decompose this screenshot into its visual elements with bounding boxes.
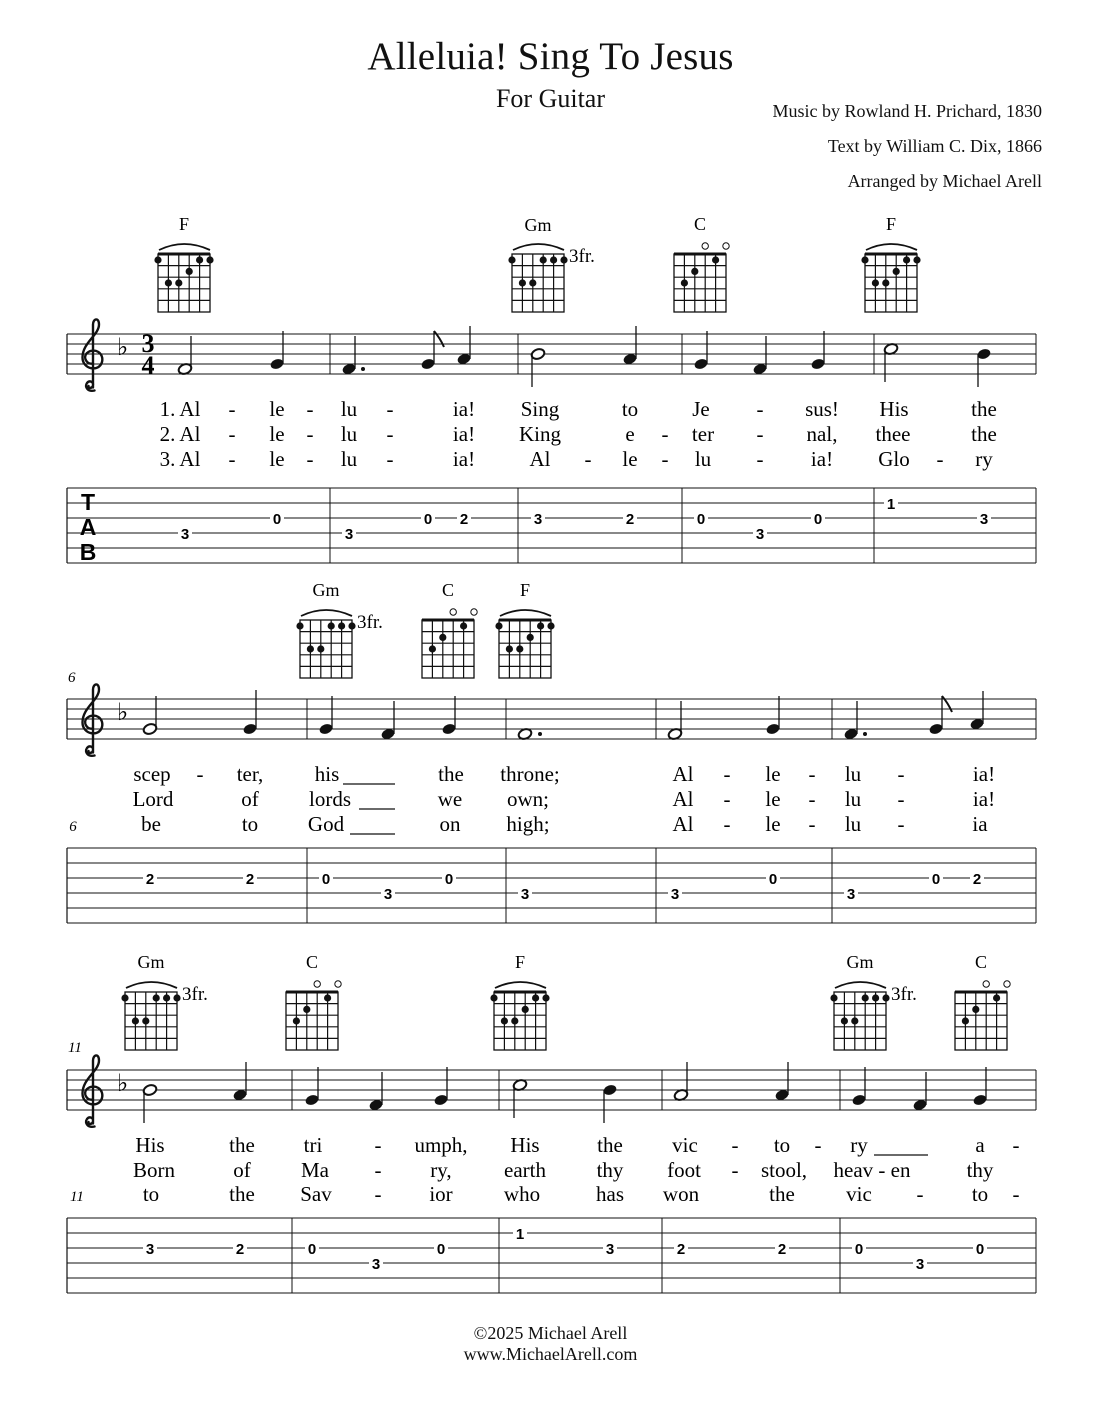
lyric-measure-number: 11 [70,1189,84,1205]
chord-diagram [861,214,920,312]
tab-number: 2 [972,871,982,888]
tab-number: 0 [768,871,778,888]
tab-label-a: A [79,514,97,540]
note [622,326,637,366]
note [420,331,444,371]
lyric-syllable: - [306,397,314,421]
fret-marker: 3fr. [357,612,383,633]
chord-name: Gm [524,215,552,235]
note [912,1072,927,1112]
lyric-syllable: - [661,447,669,471]
tab-number: 0 [307,1241,317,1258]
note [368,1072,383,1112]
note [177,336,192,376]
lyric-syllable: we [437,787,463,811]
tab-number: 3 [180,526,190,543]
chord-name: C [441,580,455,600]
lyric-syllable: - [228,397,236,421]
lyric-syllable: a [975,1133,985,1157]
lyric-syllable: tri [303,1133,323,1157]
lyric-syllable: to [142,1182,160,1206]
lyric-syllable: thy [966,1158,994,1182]
chord-diagram [495,580,554,678]
note [774,1062,789,1102]
lyric-syllable: ior [429,1182,453,1206]
lyric-syllable: the [971,397,997,421]
lyric-syllable: - [756,447,764,471]
tab-number: 2 [235,1241,245,1258]
lyric-syllable: King [519,422,561,446]
lyric-syllable: has [596,1182,624,1206]
lyric-syllable: - [374,1182,382,1206]
lyric-syllable: Glo [878,447,910,471]
lyric-syllable: umph, [414,1133,468,1157]
lyric-syllable: 3. Al [159,447,201,471]
lyric-syllable: - [1012,1182,1020,1206]
lyric-syllable: - [386,447,394,471]
lyric-syllable: foot [667,1158,701,1182]
chord-name: Gm [137,952,165,972]
lyric-syllable: Al [672,762,694,786]
fret-marker: 3fr. [569,246,595,267]
treble-clef [83,1055,103,1126]
note [441,696,456,736]
lyric-syllable: - [808,762,816,786]
chord-diagram [674,214,729,312]
tab-staff [67,488,1036,565]
note [242,690,257,736]
lyric-syllable: ia! [452,422,476,446]
lyrics [69,762,995,836]
lyric-syllable: ia! [452,447,476,471]
lyric-syllable: His [135,1133,165,1157]
note [765,696,780,736]
system-2 [67,580,1036,923]
tab-staff [67,1218,1036,1293]
fret-marker: 3fr. [891,984,917,1005]
note [883,342,898,382]
chord-diagram [154,214,213,312]
lyric-syllable: to [773,1133,791,1157]
lyric-syllable: - [306,447,314,471]
lyric-syllable: of [241,787,259,811]
fret-marker: 3fr. [182,984,208,1005]
lyric-syllable: lords [309,787,351,811]
tab-number: 3 [520,886,530,903]
chord-name: Gm [312,580,340,600]
lyric-syllable: who [503,1182,541,1206]
lyric-syllable: lu [844,787,862,811]
lyric-syllable: - [1012,1133,1020,1157]
standard-staff [67,684,1036,755]
time-signature-top: 3 [141,329,155,358]
lyric-syllable: - [661,422,669,446]
note [972,1067,987,1107]
copyright-notice: ©2025 Michael Arell [473,1323,628,1343]
lyric-syllable: earth [504,1158,546,1182]
lyric-syllable: - [731,1158,739,1182]
music-credit: Music by Rowland H. Prichard, 1830 [772,101,1042,121]
tab-number: 1 [515,1226,525,1243]
lyric-syllable: vic [672,1133,698,1157]
tab-label-t: T [80,489,96,515]
lyric-syllable: - [228,447,236,471]
lyric-syllable: - [936,447,944,471]
lyrics [70,1133,1019,1206]
note [928,696,952,736]
note [752,336,767,376]
tab-number: 3 [979,511,989,528]
lyric-syllable: le [622,447,638,471]
lyric-syllable: throne; [500,762,560,786]
lyric-syllable: Born [133,1158,175,1182]
lyric-syllable: the [229,1182,255,1206]
lyric-syllable: - [808,812,816,836]
tab-number: 2 [777,1241,787,1258]
tab-number: 2 [459,511,469,528]
lyric-syllable: the [229,1133,255,1157]
chord-name: C [693,214,707,234]
lyric-syllable: ia! [972,787,996,811]
measure-number: 11 [68,1040,82,1056]
lyric-syllable: - [916,1182,924,1206]
lyric-syllable: Sav [300,1182,332,1206]
lyric-syllable: le [269,447,285,471]
tab-number: 3 [670,886,680,903]
lyric-syllable: thy [596,1158,624,1182]
note [341,336,365,376]
lyric-syllable: Al [672,787,694,811]
tab-number: 3 [846,886,856,903]
tab-number: 3 [755,526,765,543]
lyric-syllable: ry [850,1133,868,1157]
arranger-credit: Arranged by Michael Arell [847,171,1042,191]
flat-key-signature: ♭ [117,1071,129,1097]
lyric-syllable: on [439,812,461,836]
lyric-syllable: ia! [452,397,476,421]
lyric-syllable: ia! [810,447,834,471]
chord-name: F [178,214,190,234]
lyric-syllable: - [386,397,394,421]
note [602,1083,617,1123]
lyric-syllable: e [625,422,635,446]
tab-number: 2 [625,511,635,528]
note [969,691,984,731]
lyric-syllable: - [228,422,236,446]
lyric-syllable: le [765,762,781,786]
chord-name: C [974,952,988,972]
lyric-syllable: lu [694,447,712,471]
note [318,696,333,736]
lyric-syllable: ter [691,422,715,446]
lyric-syllable: lu [844,812,862,836]
tab-number: 3 [145,1241,155,1258]
time-signature-bottom: 4 [141,351,155,380]
measure-number: 6 [68,670,76,686]
note [851,1067,866,1107]
flat-key-signature: ♭ [117,700,129,726]
lyric-syllable: to [241,812,259,836]
tab-number: 3 [344,526,354,543]
lyric-syllable: - [756,422,764,446]
tab-number: 0 [854,1241,864,1258]
lyric-syllable: Ma [301,1158,329,1182]
lyric-syllable: - [814,1133,822,1157]
chord-diagram [830,952,916,1050]
lyric-syllable: His [879,397,909,421]
lyric-syllable: to [621,397,639,421]
chord-diagram [121,952,207,1050]
tab-number: 0 [436,1241,446,1258]
tab-number: 0 [272,511,282,528]
tab-staff [67,848,1036,923]
chord-diagram [955,952,1010,1050]
note [380,701,395,741]
chord-diagram [296,580,382,678]
chord-diagram [525,215,552,235]
lyric-syllable: lu [340,397,358,421]
note [673,1062,688,1102]
note [142,696,157,736]
chord-diagram [422,580,477,678]
tab-number: 0 [444,871,454,888]
lyric-syllable: the [971,422,997,446]
lyric-syllable: Al [672,812,694,836]
tab-number: 1 [886,496,896,513]
lyric-syllable: - [723,762,731,786]
song-subtitle: For Guitar [495,84,606,113]
lyric-syllable: - [897,762,905,786]
chord-name: C [305,952,319,972]
note [456,326,471,366]
lyric-syllable: Al [529,447,551,471]
lyric-syllable: Sing [520,397,560,421]
lyric-syllable: - [374,1158,382,1182]
website-link[interactable]: www.MichaelArell.com [463,1344,638,1364]
chord-name: Gm [846,952,874,972]
lyric-syllable: scep [133,762,171,786]
lyric-syllable: nal, [806,422,838,446]
tab-label-b: B [79,539,97,565]
lyric-syllable: ter, [236,762,264,786]
lyric-syllable: - [897,787,905,811]
flat-key-signature: ♭ [117,335,129,361]
lyric-syllable: ry [975,447,993,471]
lyric-syllable: lu [340,447,358,471]
standard-staff [67,1055,1036,1126]
chord-name: F [514,952,526,972]
tab-number: 0 [696,511,706,528]
note [269,331,284,371]
tab-number: 3 [605,1241,615,1258]
chord-diagram [490,952,549,1050]
note [232,1062,247,1102]
lyrics [160,397,997,471]
lyric-syllable: - [897,812,905,836]
lyric-syllable: - [584,447,592,471]
lyric-syllable: the [597,1133,623,1157]
system-3 [67,952,1036,1293]
lyric-syllable: thee [875,422,911,446]
tab-number: 0 [931,871,941,888]
lyric-syllable: ry, [430,1158,452,1182]
note [693,331,708,371]
lyric-syllable: to [971,1182,989,1206]
lyric-syllable: sus! [805,397,839,421]
lyric-syllable: le [765,787,781,811]
lyric-syllable: be [141,812,161,836]
text-credit: Text by William C. Dix, 1866 [827,136,1042,156]
chord-diagram [508,244,594,312]
lyric-syllable: - [374,1133,382,1157]
lyric-syllable: 2. Al [159,422,201,446]
song-title: Alleluia! Sing To Jesus [367,35,734,78]
lyric-syllable: - [808,787,816,811]
lyric-syllable: 1. Al [159,397,201,421]
lyric-syllable: - [196,762,204,786]
tab-number: 0 [813,511,823,528]
lyric-syllable: Je [692,397,710,421]
tab-number: 0 [975,1241,985,1258]
lyric-syllable: ia! [972,762,996,786]
tab-number: 2 [676,1241,686,1258]
lyric-syllable: heav - en [833,1158,911,1182]
lyric-syllable: - [731,1133,739,1157]
note [142,1083,157,1123]
treble-clef [83,684,103,755]
tab-number: 2 [145,871,155,888]
note [530,347,545,387]
lyric-syllable: - [386,422,394,446]
chord-diagram [286,952,341,1050]
lyric-syllable: lu [844,762,862,786]
lyric-syllable: ia [972,812,988,836]
lyric-syllable: His [510,1133,540,1157]
lyric-syllable: vic [846,1182,872,1206]
tab-number: 3 [383,886,393,903]
tab-number: 2 [245,871,255,888]
tab-number: 3 [915,1256,925,1273]
lyric-syllable: - [723,787,731,811]
lyric-syllable: - [756,397,764,421]
lyric-syllable: le [269,397,285,421]
note [433,1067,448,1107]
lyric-syllable: high; [506,812,550,836]
lyric-syllable: - [723,812,731,836]
tab-number: 3 [371,1256,381,1273]
standard-staff [67,319,1036,390]
lyric-syllable: le [765,812,781,836]
lyric-syllable: le [269,422,285,446]
chord-name: F [885,214,897,234]
lyric-syllable: the [438,762,464,786]
note [512,1078,527,1118]
lyric-syllable: stool, [760,1158,808,1182]
tab-number: 0 [423,511,433,528]
treble-clef [83,319,103,390]
lyric-syllable: Lord [132,787,174,811]
note [976,347,991,387]
note [304,1067,319,1107]
lyric-syllable: the [769,1182,795,1206]
lyric-syllable: his [314,762,340,786]
system-1 [67,214,1036,565]
chord-name: F [519,580,531,600]
note [843,701,867,741]
lyric-syllable: - [306,422,314,446]
tab-number: 0 [321,871,331,888]
tab-number: 3 [533,511,543,528]
lyric-syllable: lu [340,422,358,446]
lyric-syllable: God [307,812,345,836]
lyric-measure-number: 6 [69,819,77,835]
lyric-syllable: of [233,1158,251,1182]
lyric-syllable: own; [507,787,549,811]
note [667,701,682,741]
note [810,331,825,371]
lyric-syllable: won [662,1182,700,1206]
